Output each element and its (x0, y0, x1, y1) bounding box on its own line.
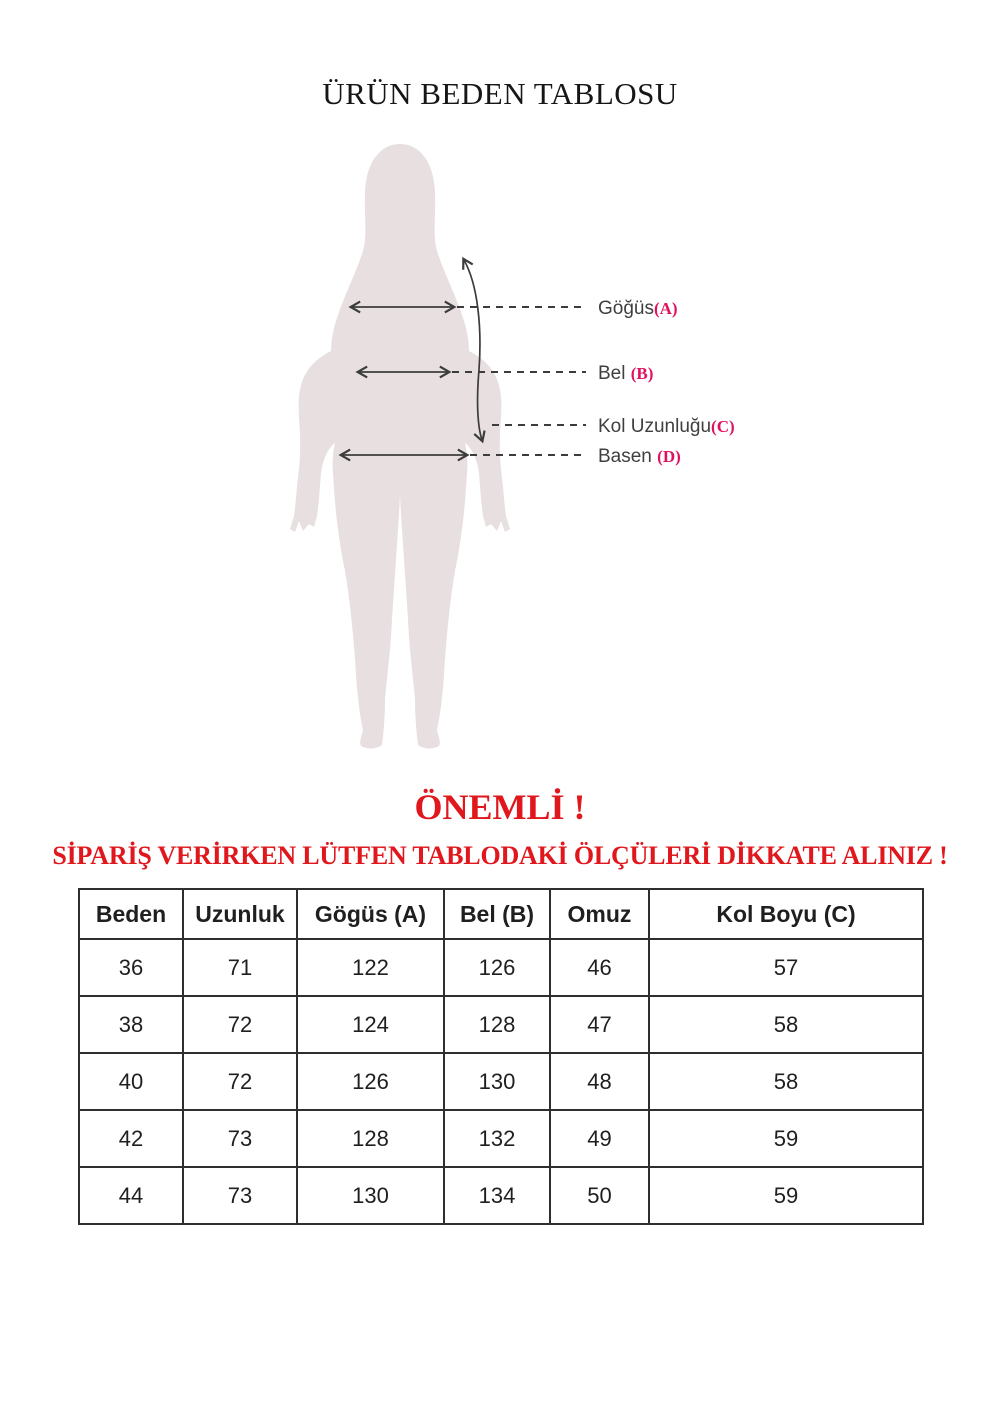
table-row (79, 1110, 923, 1167)
order-warning-text: SİPARİŞ VERİRKEN LÜTFEN TABLODAKİ ÖLÇÜLERİ DİKKATE ALINIZ ! (52, 841, 948, 870)
waist-marker: (B) (630, 364, 654, 383)
table-cell: 59 (649, 1167, 923, 1224)
important-heading: ÖNEMLİ ! (414, 787, 586, 827)
chest-marker: (A) (653, 299, 678, 318)
table-cell: 130 (444, 1053, 550, 1110)
header-cell-gogus: Gögüs (A) (297, 889, 444, 939)
waist-label-text: Bel (598, 363, 631, 384)
table-cell: 38 (79, 996, 183, 1053)
chest-label-text: Göğüs (598, 298, 654, 319)
table-row (79, 1167, 923, 1224)
table-header-row (79, 889, 923, 939)
table-cell: 72 (183, 996, 297, 1053)
hip-label-text: Basen (598, 446, 658, 467)
size-table (78, 888, 924, 1225)
table-cell: 36 (79, 939, 183, 996)
table-cell: 47 (550, 996, 649, 1053)
table-cell: 58 (649, 996, 923, 1053)
table-cell: 46 (550, 939, 649, 996)
header-cell-beden: Beden (79, 889, 183, 939)
header-cell-bel: Bel (B) (444, 889, 550, 939)
header-cell-kol-boyu: Kol Boyu (C) (649, 889, 923, 939)
table-cell: 130 (297, 1167, 444, 1224)
page-title: ÜRÜN BEDEN TABLOSU (322, 76, 678, 111)
header-cell-omuz: Omuz (550, 889, 649, 939)
table-cell: 71 (183, 939, 297, 996)
table-cell: 73 (183, 1167, 297, 1224)
table-cell: 132 (444, 1110, 550, 1167)
body-measurement-diagram (280, 130, 760, 760)
female-silhouette (290, 144, 510, 749)
table-cell: 126 (297, 1053, 444, 1110)
table-cell: 128 (444, 996, 550, 1053)
table-cell: 49 (550, 1110, 649, 1167)
table-cell: 73 (183, 1110, 297, 1167)
arm-length-label (598, 416, 735, 437)
table-row (79, 1053, 923, 1110)
arm-length-label-text: Kol Uzunluğu (598, 416, 712, 437)
waist-label (598, 363, 653, 384)
chest-label (598, 298, 678, 319)
table-cell: 40 (79, 1053, 183, 1110)
table-cell: 128 (297, 1110, 444, 1167)
header-cell-uzunluk: Uzunluk (183, 889, 297, 939)
table-cell: 126 (444, 939, 550, 996)
table-cell: 72 (183, 1053, 297, 1110)
table-cell: 122 (297, 939, 444, 996)
arm-length-marker: (C) (711, 417, 735, 436)
hip-label (598, 446, 681, 467)
table-cell: 134 (444, 1167, 550, 1224)
table-cell: 124 (297, 996, 444, 1053)
table-cell: 58 (649, 1053, 923, 1110)
table-row (79, 939, 923, 996)
table-cell: 57 (649, 939, 923, 996)
table-cell: 44 (79, 1167, 183, 1224)
table-row (79, 996, 923, 1053)
table-cell: 50 (550, 1167, 649, 1224)
table-cell: 48 (550, 1053, 649, 1110)
table-cell: 59 (649, 1110, 923, 1167)
table-cell: 42 (79, 1110, 183, 1167)
hip-marker: (D) (657, 447, 681, 466)
